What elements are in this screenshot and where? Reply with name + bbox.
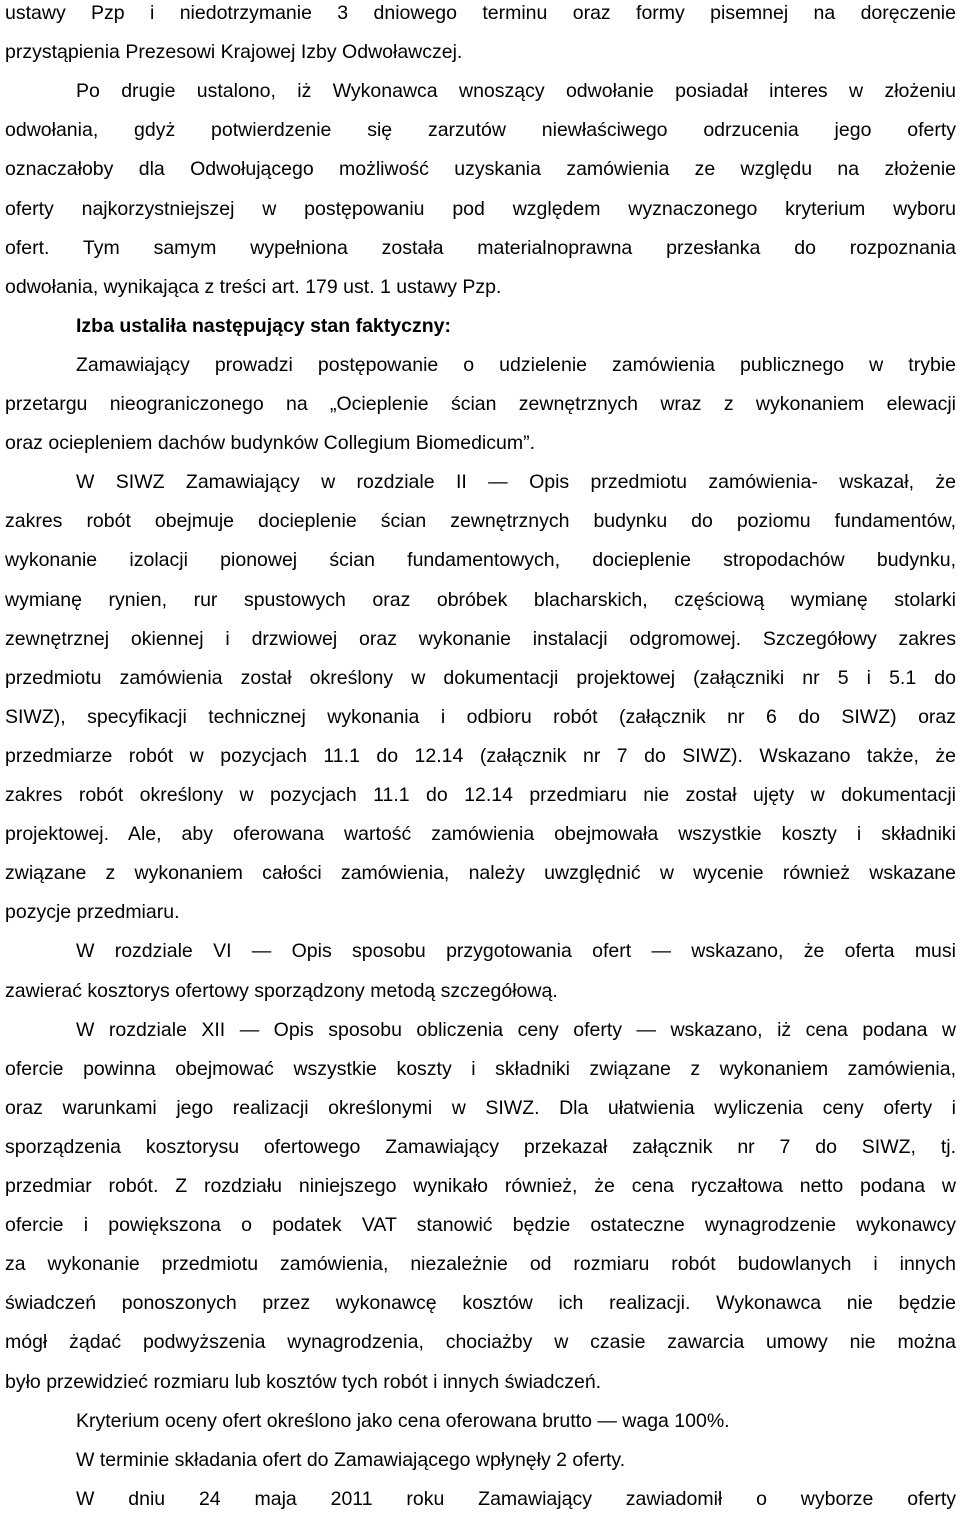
text-line: ofercie i powiększona o podatek VAT stanowić będzie ostateczne wynagrodzenie wykonawcy bbox=[5, 1214, 956, 1237]
text-line: odwołania, gdyż potwierdzenie się zarzutów niewłaściwego odrzucenia jego oferty bbox=[5, 119, 956, 142]
text-line: przetargu nieograniczonego na „Ocieplenie ścian zewnętrznych wraz z wykonaniem elewacji bbox=[5, 393, 956, 415]
text-line: przedmiarze robót w pozycjach 11.1 do 12.14 (załącznik nr 7 do SIWZ). Wskazano także, że bbox=[5, 744, 956, 767]
text-line: projektowej. Ale, aby oferowana wartość zamówienia obejmowała wszystkie koszty i składniki bbox=[5, 823, 956, 846]
text-line: zakres robót obejmuje docieplenie ścian zewnętrznych budynku do poziomu fundamentów, bbox=[5, 510, 956, 533]
text-line: przystąpienia Prezesowi Krajowej Izby Odwoławczej. bbox=[5, 41, 463, 64]
text-line: sporządzenia kosztorysu ofertowego Zamawiający przekazał załącznik nr 7 do SIWZ, tj. bbox=[5, 1135, 956, 1158]
text-line: przedmiar robót. Z rozdziału niniejszego wynikało również, że cena ryczałtowa netto podana w bbox=[5, 1175, 956, 1197]
text-line: przedmiotu zamówienia został określony w dokumentacji projektowej (załączniki nr 5 i 5.1 do bbox=[5, 666, 956, 689]
text-line: oferty najkorzystniejszej w postępowaniu pod względem wyznaczonego kryterium wyboru bbox=[5, 197, 956, 220]
text-line: zakres robót określony w pozycjach 11.1 do 12.14 przedmiaru nie został ujęty w dokumentacji bbox=[5, 784, 956, 806]
text-line: Kryterium oceny ofert określono jako cena oferowana brutto — waga 100%. bbox=[76, 1409, 730, 1432]
text-line: W rozdziale VI — Opis sposobu przygotowania ofert — wskazano, że oferta musi bbox=[76, 940, 956, 963]
text-line: SIWZ), specyfikacji technicznej wykonania i odbioru robót (załącznik nr 6 do SIWZ) oraz bbox=[5, 705, 956, 728]
section-heading: Izba ustaliła następujący stan faktyczny: bbox=[76, 314, 451, 337]
text-line: odwołania, wynikająca z treści art. 179 ust. 1 ustawy Pzp. bbox=[5, 275, 502, 298]
text-line: Po drugie ustalono, iż Wykonawca wnoszący odwołanie posiadał interes w złożeniu bbox=[76, 80, 956, 103]
text-line: W SIWZ Zamawiający w rozdziale II — Opis przedmiotu zamówienia- wskazał, że bbox=[76, 471, 956, 494]
text-line: Zamawiający prowadzi postępowanie o udzielenie zamówienia publicznego w trybie bbox=[76, 353, 956, 376]
text-line: zewnętrznej okiennej i drzwiowej oraz wykonanie instalacji odgromowej. Szczegółowy zakres bbox=[5, 627, 956, 650]
text-line: było przewidzieć rozmiaru lub kosztów tych robót i innych świadczeń. bbox=[5, 1370, 602, 1393]
text-line: wymianę rynien, rur spustowych oraz obróbek blacharskich, częściową wymianę stolarki bbox=[5, 588, 956, 611]
text-line: zawierać kosztorys ofertowy sporządzony metodą szczegółową. bbox=[5, 979, 558, 1002]
text-line: ustawy Pzp i niedotrzymanie 3 dniowego terminu oraz formy pisemnej na doręczenie bbox=[5, 2, 956, 24]
text-line: W rozdziale XII — Opis sposobu obliczenia ceny oferty — wskazano, iż cena podana w bbox=[76, 1018, 956, 1041]
text-line: pozycje przedmiaru. bbox=[5, 901, 180, 924]
text-line: świadczeń ponoszonych przez wykonawcę kosztów ich realizacji. Wykonawca nie będzie bbox=[5, 1292, 956, 1315]
text-line: ofert. Tym samym wypełniona została materialnoprawna przesłanka do rozpoznania bbox=[5, 236, 956, 259]
text-line: W terminie składania ofert do Zamawiającego wpłynęły 2 oferty. bbox=[76, 1448, 626, 1471]
text-line: oraz ociepleniem dachów budynków Collegium Biomedicum”. bbox=[5, 432, 536, 455]
text-line: oraz warunkami jego realizacji określonymi w SIWZ. Dla ułatwienia wyliczenia ceny oferty i bbox=[5, 1096, 956, 1119]
text-line: wykonanie izolacji pionowej ścian fundamentowych, docieplenie stropodachów budynku, bbox=[5, 549, 956, 572]
text-line: W dniu 24 maja 2011 roku Zamawiający zawiadomił o wyborze oferty bbox=[76, 1487, 956, 1510]
text-line: ofercie powinna obejmować wszystkie koszty i składniki związane z wykonaniem zamówienia, bbox=[5, 1057, 956, 1080]
text-line: za wykonanie przedmiotu zamówienia, niezależnie od rozmiaru robót budowlanych i innych bbox=[5, 1253, 956, 1276]
text-line: mógł żądać podwyższenia wynagrodzenia, chociażby w czasie zawarcia umowy nie można bbox=[5, 1331, 956, 1354]
text-line: oznaczałoby dla Odwołującego możliwość uzyskania zamówienia ze względu na złożenie bbox=[5, 158, 956, 181]
text-line: związane z wykonaniem całości zamówienia, należy uwzględnić w wycenie również wskazane bbox=[5, 862, 956, 885]
